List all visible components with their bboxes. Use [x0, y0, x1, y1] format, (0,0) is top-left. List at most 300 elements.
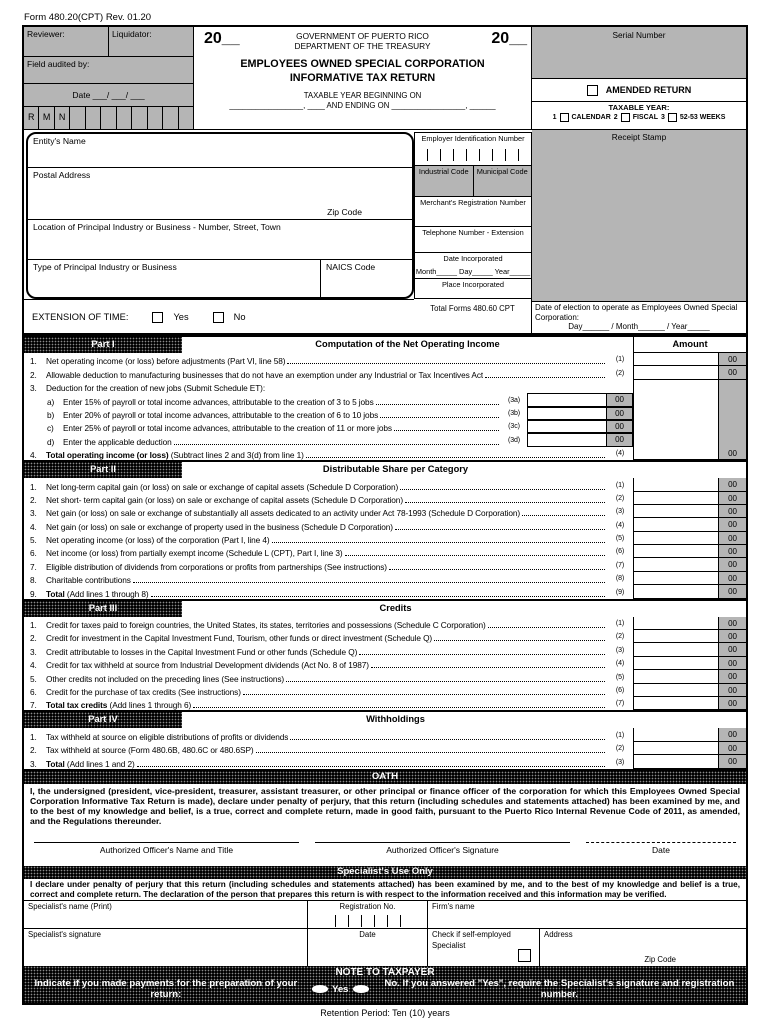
amount-field[interactable]	[633, 545, 718, 558]
officer-name-signature-line[interactable]	[34, 842, 299, 843]
total-forms-field[interactable]: Total Forms 480.60 CPT	[414, 299, 532, 334]
ein-label: Employer Identification Number	[421, 134, 525, 143]
calendar-checkbox[interactable]	[560, 113, 569, 122]
weeks-checkbox[interactable]	[668, 113, 677, 122]
sub-cents-cell: 00	[607, 407, 633, 420]
sub-cents-cell: 00	[607, 420, 633, 433]
part-label: Part III	[24, 601, 182, 617]
amount-field[interactable]	[633, 697, 718, 710]
cents-cell: 00	[718, 617, 746, 630]
amount-field[interactable]	[633, 518, 718, 531]
section-part-ii	[24, 460, 746, 599]
amount-field[interactable]	[633, 366, 718, 379]
dotted-leader	[395, 529, 605, 530]
title-block	[194, 27, 532, 130]
code-cell[interactable]: M	[38, 107, 53, 129]
specialist-bar: Specialist's Use Only	[24, 866, 746, 879]
form-line	[24, 684, 746, 697]
dotted-leader	[151, 596, 605, 597]
amount-column-spacer	[633, 420, 718, 433]
extension-yes-label: Yes	[173, 312, 189, 322]
form-line	[24, 643, 746, 656]
form-line	[24, 478, 746, 491]
form-line	[24, 366, 746, 379]
dotted-leader	[256, 752, 605, 753]
line-number: c)	[47, 423, 54, 434]
amount-column-spacer	[633, 393, 718, 406]
oath-date-label: Date	[652, 844, 670, 855]
industry-type-row	[28, 260, 412, 297]
line-text: Total operating income (or loss) (Subtract lines 2 and 3(d) from line 1)	[46, 450, 304, 461]
part-title: Credits	[182, 601, 609, 617]
dotted-leader	[243, 694, 605, 695]
line-text: Net gain (or loss) on sale or exchange of property used in the business (Schedule D Corporation)	[46, 521, 393, 532]
form-line	[24, 492, 746, 505]
amount-field[interactable]	[633, 728, 718, 741]
postal-address-label: Postal Address	[33, 170, 91, 180]
merchant-registration-field[interactable]: Merchant's Registration Number	[415, 197, 531, 227]
sub-amount-field[interactable]	[527, 433, 607, 446]
oath-section	[24, 769, 746, 866]
dotted-leader	[376, 404, 499, 405]
retention-period-note: Retention Period: Ten (10) years	[320, 1008, 450, 1019]
line-text: Enter the applicable deduction	[63, 436, 172, 447]
line-number: 7.	[30, 561, 37, 572]
line-ref: (4)	[615, 450, 625, 458]
cents-cell: 00	[718, 545, 746, 558]
amount-field[interactable]	[633, 532, 718, 545]
line-ref: (1)	[615, 481, 625, 489]
audit-date-field[interactable]: Date ___/ ___/ ___	[72, 90, 145, 100]
dotted-leader	[272, 542, 605, 543]
code-cell[interactable]	[162, 107, 177, 129]
cents-cell: 00	[718, 630, 746, 643]
line-ref: (3c)	[508, 423, 520, 431]
line-text: Enter 15% of payroll or total income advances, attributable to the creation of 3 to 5 jobs	[63, 396, 374, 407]
cents-cell: 00	[718, 728, 746, 741]
line-number: 3.	[30, 646, 37, 657]
dotted-leader	[133, 582, 605, 583]
line-text: Credit for investment in the Capital Investment Fund, Tourism, other funds or direct investment (Schedule Q)	[46, 633, 433, 644]
specialist-date-field[interactable]: Date	[307, 929, 427, 966]
dotted-leader	[287, 363, 605, 364]
dotted-leader	[286, 681, 605, 682]
cents-cell: 00	[718, 366, 746, 379]
form-line	[24, 518, 746, 531]
line-ref: (3)	[615, 646, 625, 654]
amount-column-spacer	[633, 433, 718, 446]
line-number: 4.	[30, 521, 37, 532]
payments-yes-label: Yes	[331, 983, 349, 995]
section-part-iii	[24, 599, 746, 711]
admin-box	[24, 27, 194, 107]
part-label: Part I	[24, 337, 182, 353]
specialist-zip-label: Zip Code	[644, 955, 676, 965]
extension-yes-checkbox[interactable]	[152, 312, 163, 323]
line-text: Net short- term capital gain (or loss) on sale or exchange of capital assets (Schedule D Corporation)	[46, 494, 403, 505]
cents-cell: 00	[718, 684, 746, 697]
dotted-leader	[485, 377, 605, 378]
location-field[interactable]: Location of Principal Industry or Business - Number, Street, Town	[28, 220, 412, 260]
payments-no-oval[interactable]	[353, 985, 369, 993]
oath-date-line[interactable]	[586, 842, 736, 843]
code-cell[interactable]	[100, 107, 115, 129]
self-employed-label2: Specialist	[432, 940, 466, 950]
liquidator-field[interactable]: Liquidator:	[112, 29, 152, 39]
field-audited-field[interactable]: Field audited by:	[24, 57, 193, 84]
line-ref: (2)	[615, 633, 625, 641]
line-text: Total (Add lines 1 and 2)	[46, 758, 135, 769]
cents-cell: 00	[718, 532, 746, 545]
fiscal-option-label: FISCAL	[632, 114, 658, 121]
form-title-line1: EMPLOYEES OWNED SPECIAL CORPORATION	[240, 57, 485, 70]
line-number: b)	[47, 409, 55, 420]
line-number: 5.	[30, 673, 37, 684]
amount-field[interactable]	[633, 353, 718, 366]
line-number: 4.	[30, 450, 37, 461]
cents-cell: 00	[718, 492, 746, 505]
cents-column-spacer	[718, 420, 746, 433]
officer-signature-label: Authorized Officer's Signature	[386, 844, 499, 855]
payments-yes-oval[interactable]	[312, 985, 328, 993]
calendar-option-label: CALENDAR	[571, 114, 611, 121]
line-ref: (5)	[615, 535, 625, 543]
line-ref: (1)	[615, 620, 625, 628]
amount-field[interactable]	[633, 643, 718, 656]
cents-cell: 00	[718, 643, 746, 656]
reviewer-field[interactable]: Reviewer:	[24, 27, 109, 56]
header-right-column	[532, 27, 746, 337]
cents-cell: 00	[718, 742, 746, 755]
line-number: 6.	[30, 548, 37, 559]
form-line	[24, 545, 746, 558]
cents-cell: 00	[718, 447, 746, 460]
code-cell[interactable]	[147, 107, 162, 129]
amount-field[interactable]	[633, 742, 718, 755]
form-body	[22, 335, 748, 1005]
line-text: Net income (or loss) from partially exempt income (Schedule L (CPT), Part I, line 3)	[46, 548, 343, 559]
registration-number-label: Registration No.	[339, 902, 396, 912]
rmn-code-row	[24, 107, 194, 130]
code-cell[interactable]	[85, 107, 100, 129]
dotted-leader	[290, 739, 605, 740]
line-text: Charitable contributions	[46, 575, 131, 586]
dotted-leader	[400, 489, 605, 490]
amount-field[interactable]	[633, 478, 718, 491]
line-ref: (4)	[615, 521, 625, 529]
cents-cell: 00	[718, 353, 746, 366]
form-line	[24, 558, 746, 571]
line-ref: (6)	[615, 686, 625, 694]
dotted-leader	[522, 515, 605, 516]
line-ref: (3d)	[507, 436, 521, 444]
line-text: Enter 20% of payroll or total income advances, attributable to the creation of 6 to 10 jobs	[63, 409, 379, 420]
section-part-iv	[24, 710, 746, 768]
taxable-year-box	[532, 102, 746, 130]
cents-cell: 00	[718, 585, 746, 598]
amended-return-row	[532, 79, 746, 102]
line-number: a)	[47, 396, 55, 407]
line-text: Credit for the purchase of tax credits (See instructions)	[46, 686, 241, 697]
cents-column-spacer	[718, 433, 746, 446]
weeks-option-number: 3	[660, 114, 665, 121]
dotted-leader	[488, 627, 605, 628]
line-ref: (1)	[615, 356, 625, 364]
form-line	[24, 380, 746, 393]
taxable-year-blanks[interactable]: _________________, ____ AND ENDING ON _________________, ______	[229, 100, 496, 110]
cents-cell: 00	[718, 572, 746, 585]
header-spacer	[609, 712, 746, 728]
part-title: Withholdings	[182, 712, 609, 728]
postal-address-field[interactable]	[28, 168, 412, 220]
dotted-leader	[359, 654, 605, 655]
amended-return-checkbox[interactable]	[587, 85, 598, 96]
code-cell[interactable]: R	[24, 107, 38, 129]
part-header	[24, 712, 746, 728]
part-title: Distributable Share per Category	[182, 462, 609, 478]
cents-column-spacer	[718, 380, 746, 393]
line-number: 2.	[30, 745, 37, 756]
line-ref: (9)	[615, 588, 625, 596]
date-incorporated-blanks[interactable]: Month_____ Day_____ Year_____	[415, 267, 531, 276]
cents-cell: 00	[718, 670, 746, 683]
line-text: Deduction for the creation of new jobs (Submit Schedule ET):	[46, 383, 266, 394]
line-text: Eligible distribution of dividends from corporations or profits from partnerships (See instructions)	[46, 561, 387, 572]
code-cell[interactable]: N	[54, 107, 69, 129]
amount-column-header: Amount	[633, 337, 746, 353]
amount-field[interactable]	[633, 630, 718, 643]
line-text: Credit for tax withheld at source from Industrial Development dividends (Act No. 8 of 1987)	[46, 660, 369, 671]
note-to-taxpayer-bar	[24, 966, 746, 1003]
election-date-blanks[interactable]: Day______ / Month______ / Year_____	[568, 322, 710, 332]
ein-field[interactable]	[415, 133, 531, 166]
form-line	[24, 407, 746, 420]
naics-code-field[interactable]: NAICS Code	[320, 260, 412, 297]
amount-field[interactable]	[633, 558, 718, 571]
date-incorporated-label: Date Incorporated	[443, 254, 503, 263]
line-number: d)	[47, 436, 55, 447]
self-employed-cell	[427, 929, 539, 966]
date-incorporated-field[interactable]	[415, 253, 531, 279]
form-line	[24, 657, 746, 670]
sub-amount-field[interactable]	[527, 407, 607, 420]
line-ref: (2)	[615, 369, 625, 377]
form-line	[24, 728, 746, 741]
line-ref: (3a)	[507, 396, 521, 404]
code-cell[interactable]	[131, 107, 146, 129]
election-date-label: Date of election to operate as Employees Owned Special Corporation:	[535, 303, 738, 322]
header-spacer	[609, 462, 746, 478]
line-text: Enter 25% of payroll or total income advances, attributable to the creation of 11 or more jobs	[63, 423, 392, 434]
amount-field[interactable]	[633, 447, 718, 460]
line-number: 3.	[30, 758, 37, 769]
line-ref: (1)	[615, 731, 625, 739]
firm-name-field[interactable]: Firm's name	[427, 901, 746, 928]
line-ref: (7)	[615, 700, 625, 708]
place-incorporated-field[interactable]: Place Incorporated	[441, 280, 505, 289]
form-id-line: Form 480.20(CPT) Rev. 01.20	[24, 12, 152, 23]
form-line	[24, 572, 746, 585]
amount-field[interactable]	[633, 572, 718, 585]
specialist-section	[24, 866, 746, 967]
line-text: Credit for taxes paid to foreign countries, the United States, its states, territories and possessions (Schedule C Corporation)	[46, 620, 486, 631]
year-blank-left[interactable]: 20__	[204, 30, 240, 47]
code-cell[interactable]	[116, 107, 131, 129]
extension-no-label: No	[233, 312, 246, 322]
dotted-leader	[434, 640, 605, 641]
dotted-leader	[306, 457, 605, 458]
part-header	[24, 337, 746, 353]
oath-text: I, the undersigned (president, vice-president, treasurer, assistant treasurer, or other principal or finance officer of the corporation for which this Employees Owned Special Corporation Informative Tax Return is made), declare under penalty of perjury, that this return (including schedules and statements attached) has been examined by me, and to the best of my knowledge and belief, is a true, correct and complete return, made in good faith, pursuant to the Puerto Rico Internal Revenue Code of 2011, as amended, and the Regulations thereunder.	[30, 785, 740, 826]
amount-field[interactable]	[633, 684, 718, 697]
dotted-leader	[394, 430, 499, 431]
line-number: 1.	[30, 620, 37, 631]
line-ref: (3b)	[507, 409, 521, 417]
part-header	[24, 462, 746, 478]
form-title-line2: INFORMATIVE TAX RETURN	[289, 72, 436, 85]
gov-line2: DEPARTMENT OF THE TREASURY	[294, 41, 431, 52]
line-number: 6.	[30, 686, 37, 697]
line-text: Tax withheld at source on eligible distributions of profits or dividends	[46, 731, 289, 742]
dotted-leader	[137, 766, 605, 767]
form-line	[24, 670, 746, 683]
note-question: Indicate if you made payments for the preparation of your return:	[34, 978, 298, 1001]
specialist-signature-field[interactable]: Specialist's signature	[28, 930, 101, 940]
officer-signature-line[interactable]	[315, 842, 570, 843]
cents-cell: 00	[718, 697, 746, 710]
cents-cell: 00	[718, 558, 746, 571]
sub-amount-field[interactable]	[527, 420, 607, 433]
sub-amount-field[interactable]	[527, 393, 607, 406]
code-cell[interactable]	[178, 107, 193, 129]
extension-no-checkbox[interactable]	[213, 312, 224, 323]
form-line	[24, 630, 746, 643]
line-number: 3.	[30, 383, 37, 394]
part-title: Computation of the Net Operating Income	[182, 337, 633, 353]
line-number: 8.	[30, 575, 37, 586]
part-label: Part IV	[24, 712, 182, 728]
line-number: 9.	[30, 588, 37, 599]
form-line	[24, 755, 746, 768]
amount-field[interactable]	[633, 492, 718, 505]
sub-cents-cell: 00	[607, 393, 633, 406]
dotted-leader	[193, 707, 605, 708]
form-line	[24, 697, 746, 710]
form-line	[24, 353, 746, 366]
dotted-leader	[371, 667, 605, 668]
amended-return-label: AMENDED RETURN	[605, 85, 692, 95]
amount-field[interactable]	[633, 505, 718, 518]
municipal-code-field[interactable]: Municipal Code	[476, 167, 528, 176]
cents-column-spacer	[718, 393, 746, 406]
line-number: 1.	[30, 731, 37, 742]
line-ref: (6)	[615, 548, 625, 556]
line-ref: (8)	[615, 575, 625, 583]
amount-field[interactable]	[633, 670, 718, 683]
industrial-code-field[interactable]: Industrial Code	[415, 166, 474, 196]
election-date-box[interactable]	[532, 302, 746, 336]
line-number: 3.	[30, 508, 37, 519]
entity-info-box	[26, 132, 414, 299]
form-header	[22, 25, 748, 335]
note-title: NOTE TO TAXPAYER	[335, 967, 435, 979]
form-line	[24, 505, 746, 518]
part-header	[24, 601, 746, 617]
line-number: 1.	[30, 481, 37, 492]
id-codes-column	[414, 132, 532, 299]
oath-bar: OATH	[24, 771, 746, 784]
address-label: Address	[544, 930, 573, 940]
form-line	[24, 420, 746, 433]
calendar-option-number: 1	[552, 114, 557, 121]
note-answer-text: No. If you answered "Yes", require the Specialist's signature and registration number.	[384, 978, 735, 1001]
line-ref: (5)	[615, 673, 625, 681]
specialist-name-field[interactable]: Specialist's name (Print)	[28, 902, 112, 912]
registration-number-field[interactable]	[307, 901, 427, 928]
dotted-leader	[345, 555, 605, 556]
self-employed-label1: Check if self-employed	[432, 930, 511, 940]
line-number: 2.	[30, 369, 37, 380]
receipt-stamp-box: Receipt Stamp	[532, 130, 746, 302]
line-text: Allowable deduction to manufacturing businesses that do not have an exemption under any Industrial or Tax Incentives Act	[46, 369, 484, 380]
form-line	[24, 532, 746, 545]
line-ref: (7)	[615, 561, 625, 569]
line-text: Credit attributable to losses in the Capital Investment Fund or other funds (Schedule Q)	[46, 646, 358, 657]
line-text: Total (Add lines 1 through 8)	[46, 588, 149, 599]
line-number: 2.	[30, 494, 37, 505]
amount-field[interactable]	[633, 617, 718, 630]
extension-of-time-row	[24, 299, 414, 334]
dotted-leader	[380, 417, 499, 418]
line-ref: (4)	[615, 660, 625, 668]
line-text: Net operating income (or loss) before adjustments (Part VI, line 58)	[46, 356, 286, 367]
fiscal-checkbox[interactable]	[621, 113, 630, 122]
amount-field[interactable]	[633, 585, 718, 598]
registration-digit-ticks[interactable]	[335, 915, 401, 927]
officer-name-label: Authorized Officer's Name and Title	[99, 844, 234, 855]
header-spacer	[609, 601, 746, 617]
cents-cell: 00	[718, 755, 746, 768]
amount-field[interactable]	[633, 755, 718, 768]
weeks-option-label: 52-53 WEEKS	[679, 114, 726, 121]
specialist-address-field[interactable]	[539, 929, 746, 966]
industry-type-field[interactable]: Type of Principal Industry or Business	[33, 262, 177, 272]
line-number: 4.	[30, 660, 37, 671]
entity-name-field[interactable]: Entity's Name	[28, 134, 412, 168]
line-number: 7.	[30, 700, 37, 711]
line-text: Net operating income (or loss) of the corporation (Part I, line 4)	[46, 535, 270, 546]
serial-number-box: Serial Number	[532, 27, 746, 79]
form-line	[24, 585, 746, 598]
part-label: Part II	[24, 462, 182, 478]
line-number: 2.	[30, 633, 37, 644]
line-number: 5.	[30, 535, 37, 546]
form-line	[24, 447, 746, 460]
code-cell[interactable]	[69, 107, 84, 129]
amount-field[interactable]	[633, 657, 718, 670]
line-text: Net gain (or loss) on sale or exchange of substantially all assets dedicated to an activity under Act 78-1993 (Schedule D Corporation)	[46, 508, 521, 519]
line-text: Total tax credits (Add lines 1 through 6)	[46, 700, 192, 711]
line-ref: (2)	[615, 745, 625, 753]
year-blank-right[interactable]: 20__	[491, 30, 527, 47]
self-employed-checkbox[interactable]	[518, 949, 531, 962]
line-ref: (2)	[615, 494, 625, 502]
gov-line1: GOVERNMENT OF PUERTO RICO	[296, 31, 429, 41]
ein-digit-ticks[interactable]	[427, 149, 519, 161]
telephone-field[interactable]: Telephone Number - Extension	[415, 227, 531, 253]
amount-column-spacer	[633, 407, 718, 420]
form-line	[24, 393, 746, 406]
